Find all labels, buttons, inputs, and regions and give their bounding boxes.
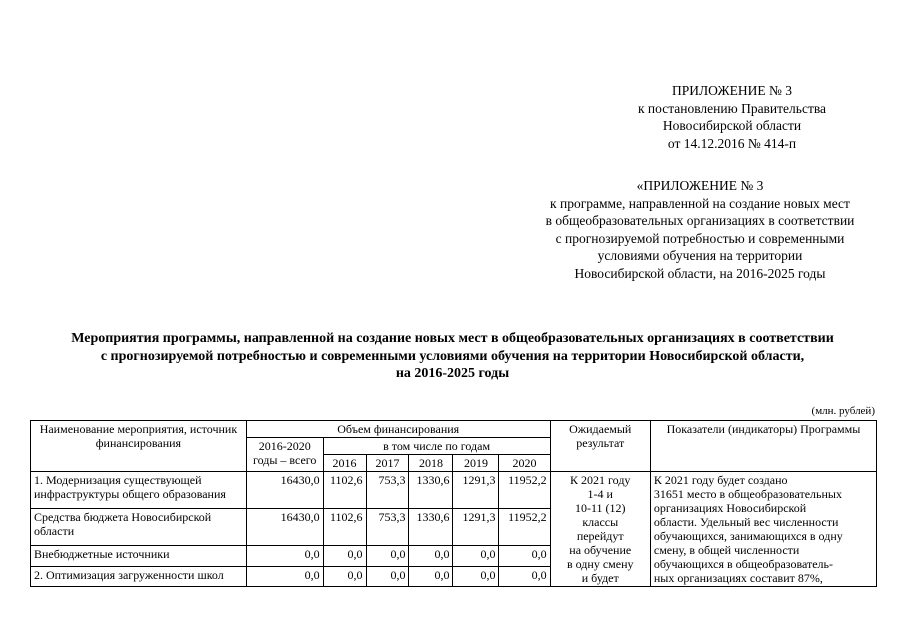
row-value-2016: 0,0 xyxy=(323,546,366,566)
header-indicators: Показатели (индикаторы) Программы xyxy=(650,421,876,472)
row-value-2017: 753,3 xyxy=(366,509,409,546)
result-line: 10-11 (12) xyxy=(574,501,626,515)
row-total: 16430,0 xyxy=(246,509,323,546)
row-value-2019: 1291,3 xyxy=(453,509,499,546)
title-line: Мероприятия программы, направленной на создание новых мест в общеобразовательных организациях в соответствии xyxy=(71,331,834,346)
annex-line: ПРИЛОЖЕНИЕ № 3 xyxy=(671,83,793,98)
row-value-2017: 753,3 xyxy=(366,472,409,509)
header-year: 2016 xyxy=(323,455,366,472)
result-line: К 2021 году xyxy=(570,473,631,487)
annex-header xyxy=(612,82,852,152)
annex-line: от 14.12.2016 № 414-п xyxy=(667,135,797,151)
row-value-2018: 0,0 xyxy=(409,566,453,586)
row-value-2019: 0,0 xyxy=(453,546,499,566)
header-financing: Объем финансирования xyxy=(246,421,550,438)
row-value-2016: 0,0 xyxy=(323,566,366,586)
result-line: перейдут xyxy=(576,529,624,543)
header-by-year: в том числе по годам xyxy=(323,438,550,455)
annex-line: в общеобразовательных организациях в соответствии xyxy=(545,213,855,228)
row-value-2019: 1291,3 xyxy=(453,472,499,509)
program-annex-header xyxy=(500,177,900,282)
header-row xyxy=(31,421,877,438)
indicator-line: смену, в общей численности xyxy=(653,543,800,557)
title-line: на 2016-2025 годы xyxy=(395,366,510,381)
indicators-cell xyxy=(650,472,876,587)
indicator-line: области. Удельный вес численности xyxy=(653,515,839,529)
indicator-line: 31651 место в общеобразовательных xyxy=(653,487,842,501)
row-value-2020: 11952,2 xyxy=(499,472,550,509)
row-value-2018: 0,0 xyxy=(409,546,453,566)
row-value-2020: 0,0 xyxy=(499,546,550,566)
row-name: 2. Оптимизация загруженности школ xyxy=(31,566,247,586)
row-value-2017: 0,0 xyxy=(366,546,409,566)
row-name: 1. Модернизация существующей инфраструктуры общего образования xyxy=(31,472,247,509)
annex-line: к программе, направленной на создание новых мест xyxy=(550,195,850,211)
row-value-2018: 1330,6 xyxy=(409,509,453,546)
title-line: с прогнозируемой потребностью и современными условиями обучения на территории Новосибирской области, xyxy=(100,348,805,364)
annex-line: условиями обучения на территории xyxy=(597,248,803,263)
annex-line: с прогнозируемой потребностью и современными xyxy=(555,230,845,246)
row-value-2016: 1102,6 xyxy=(323,472,366,509)
header-name: Наименование мероприятия, источник финансирования xyxy=(31,421,247,472)
result-line: 1-4 и xyxy=(587,487,613,501)
result-line: в одну смену xyxy=(566,557,634,571)
indicator-line: обучающихся в общеобразователь- xyxy=(653,557,834,571)
table-row xyxy=(31,472,877,509)
units-label: (млн. рублей) xyxy=(811,405,875,417)
row-total: 16430,0 xyxy=(246,472,323,509)
annex-line: Новосибирской области xyxy=(662,118,802,133)
row-value-2020: 11952,2 xyxy=(499,509,550,546)
header-year: 2020 xyxy=(499,455,550,472)
indicator-line: организациях Новосибирской xyxy=(653,501,807,515)
indicator-line: ных организациях составит 87%, xyxy=(653,571,823,585)
indicator-line: обучающихся, занимающихся в одну xyxy=(653,529,843,543)
row-value-2016: 1102,6 xyxy=(323,509,366,546)
row-name: Внебюджетные источники xyxy=(31,546,247,566)
header-total-period: 2016-2020 годы – всего xyxy=(246,438,323,472)
result-line: и будет xyxy=(581,571,619,585)
header-year: 2018 xyxy=(409,455,453,472)
header-result: Ожидаемый результат xyxy=(550,421,650,472)
row-total: 0,0 xyxy=(246,566,323,586)
result-line: на обучение xyxy=(569,543,632,557)
annex-line: Новосибирской области, на 2016-2025 годы xyxy=(574,265,826,281)
indicator-line: К 2021 году будет создано xyxy=(653,473,788,487)
expected-result-cell xyxy=(550,472,650,587)
header-year: 2017 xyxy=(366,455,409,472)
document-title xyxy=(20,330,885,383)
result-line: классы xyxy=(582,515,619,529)
annex-line: к постановлению Правительства xyxy=(637,100,827,116)
row-value-2017: 0,0 xyxy=(366,566,409,586)
row-value-2018: 1330,6 xyxy=(409,472,453,509)
financing-table xyxy=(30,420,877,587)
header-year: 2019 xyxy=(453,455,499,472)
annex-line: «ПРИЛОЖЕНИЕ № 3 xyxy=(636,178,764,193)
row-value-2019: 0,0 xyxy=(453,566,499,586)
row-name: Средства бюджета Новосибирской области xyxy=(31,509,247,546)
row-total: 0,0 xyxy=(246,546,323,566)
row-value-2020: 0,0 xyxy=(499,566,550,586)
